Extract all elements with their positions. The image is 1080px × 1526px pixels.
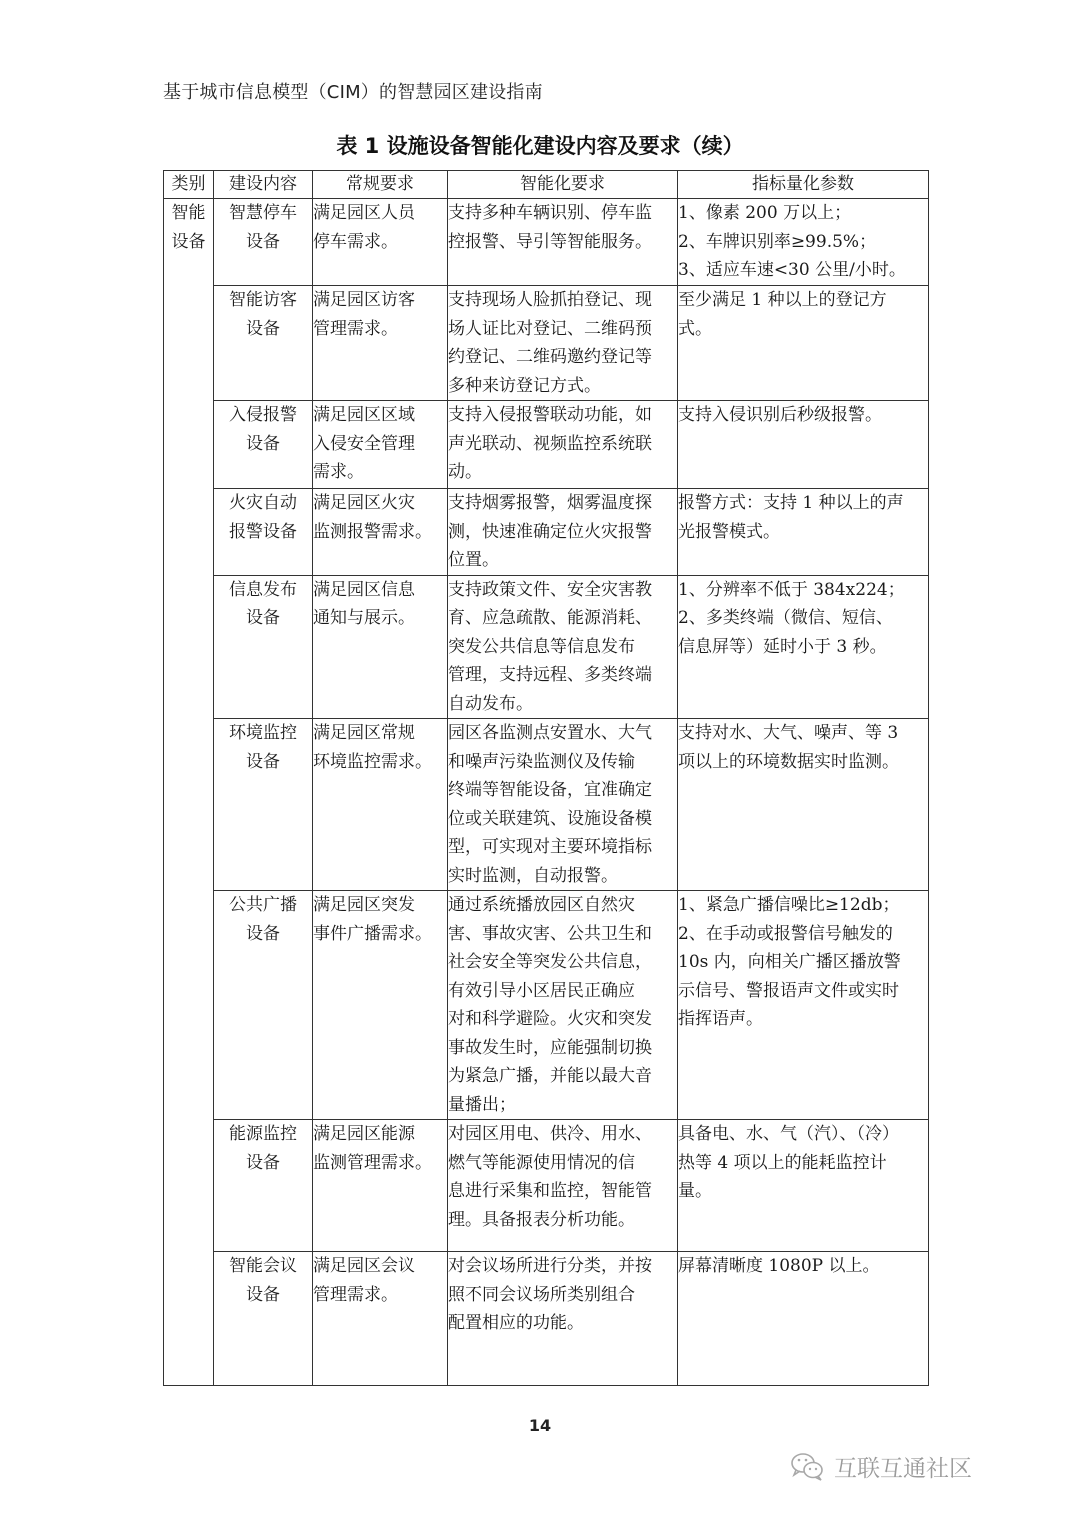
quantified-params-cell	[678, 719, 929, 891]
table-header-row	[164, 171, 929, 199]
cell-line: 信息发布	[229, 579, 297, 600]
table-title: 表 1 设施设备智能化建设内容及要求（续）	[336, 134, 744, 158]
cell-line: 动。	[448, 462, 482, 482]
regular-requirement-cell	[313, 199, 448, 286]
regular-requirement-cell	[313, 891, 448, 1120]
cell-line: 设备	[246, 923, 280, 944]
name-cell	[214, 891, 313, 1120]
cell-line: 1、紧急广播信噪比≥12db；	[678, 895, 900, 915]
smart-requirement-cell	[448, 199, 678, 286]
cell-line: 智能会议	[229, 1256, 297, 1276]
name-cell	[214, 401, 313, 489]
cell-line: 管理，支持远程、多类终端	[448, 665, 652, 685]
cell-line: 理。具备报表分析功能。	[448, 1209, 635, 1230]
cell-line: 量。	[678, 1181, 712, 1201]
cell-line: 光报警模式。	[678, 521, 780, 542]
smart-requirement-cell	[448, 891, 678, 1120]
cell-line: 能源监控	[229, 1124, 297, 1144]
table-body	[164, 199, 929, 1386]
cell-line: 具备电、水、气（汽）、（冷）	[678, 1124, 899, 1144]
cell-line: 2、车牌识别率≥99.5%；	[678, 231, 877, 252]
cell-line: 支持对水、大气、噪声、等 3	[678, 723, 899, 743]
cell-line: 智能	[171, 203, 206, 223]
regular-requirement-cell	[313, 575, 448, 719]
cell-line: 满足园区火灾	[313, 493, 415, 513]
cell-line: 报警方式：支持 1 种以上的声	[678, 493, 904, 513]
cell-line: 公共广播	[229, 895, 297, 915]
cell-line: 为紧急广播，并能以最大音	[448, 1066, 652, 1086]
table-row	[164, 199, 929, 286]
quantified-params-cell	[678, 401, 929, 489]
running-header: 基于城市信息模型（CIM）的智慧园区建设指南	[163, 82, 543, 103]
cell-line: 管理需求。	[313, 318, 398, 339]
cell-line: 监测管理需求。	[313, 1152, 432, 1173]
column-header-params: 指标量化参数	[678, 171, 929, 199]
cell-line: 监测报警需求。	[313, 521, 432, 542]
cell-line: 指挥语声。	[678, 1009, 763, 1029]
cell-line: 设备	[246, 1284, 280, 1305]
cell-line: 管理需求。	[313, 1284, 398, 1305]
cell-line: 支持多种车辆识别、停车监	[448, 203, 652, 223]
table-row	[164, 1120, 929, 1252]
cell-line: 位或关联建筑、设施设备模	[448, 808, 652, 829]
regular-requirement-cell	[313, 401, 448, 489]
cell-line: 设备	[246, 231, 280, 252]
cell-line: 满足园区信息	[313, 579, 415, 600]
regular-requirement-cell	[313, 1252, 448, 1386]
cell-line: 10s 内，向相关广播区播放警	[678, 952, 901, 972]
cell-line: 设备	[246, 751, 280, 772]
cell-line: 害、事故灾害、公共卫生和	[448, 923, 652, 944]
cell-line: 报警设备	[229, 521, 297, 542]
cell-line: 事故发生时，应能强制切换	[448, 1037, 652, 1058]
name-cell	[214, 719, 313, 891]
name-cell	[214, 1120, 313, 1252]
smart-requirement-cell	[448, 1252, 678, 1386]
cell-line: 入侵报警	[229, 405, 297, 425]
cell-line: 满足园区常规	[313, 723, 415, 743]
table-row	[164, 489, 929, 576]
cell-line: 智能访客	[229, 290, 297, 310]
regular-requirement-cell	[313, 286, 448, 401]
cell-line: 支持烟雾报警，烟雾温度探	[448, 493, 652, 513]
cell-line: 测，快速准确定位火灾报警	[448, 521, 652, 542]
cell-line: 支持入侵识别后秒级报警。	[678, 405, 882, 425]
cell-line: 支持政策文件、安全灾害教	[448, 579, 652, 600]
cell-line: 燃气等能源使用情况的信	[448, 1152, 635, 1173]
cell-line: 声光联动、视频监控系统联	[448, 433, 652, 454]
cell-line: 和噪声污染监测仪及传输	[448, 751, 635, 772]
cell-line: 需求。	[313, 462, 364, 482]
smart-requirement-cell	[448, 1120, 678, 1252]
regular-requirement-cell	[313, 719, 448, 891]
cell-line: 入侵安全管理	[313, 433, 415, 454]
requirements-table	[163, 170, 929, 1386]
quantified-params-cell	[678, 575, 929, 719]
name-cell	[214, 575, 313, 719]
cell-line: 对会议场所进行分类，并按	[448, 1256, 652, 1276]
cell-line: 终端等智能设备，宜准确定	[448, 780, 652, 800]
cell-line: 育、应急疏散、能源消耗、	[448, 608, 652, 628]
cell-line: 社会安全等突发公共信息，	[448, 952, 652, 972]
cell-line: 至少满足 1 种以上的登记方	[678, 290, 887, 310]
table-row	[164, 891, 929, 1120]
cell-line: 自动发布。	[448, 693, 533, 714]
table-row	[164, 575, 929, 719]
cell-line: 2、多类终端（微信、短信、	[678, 608, 893, 628]
smart-requirement-cell	[448, 575, 678, 719]
cell-line: 通过系统播放园区自然灾	[448, 895, 635, 915]
wechat-icon	[790, 1452, 826, 1482]
cell-line: 1、像素 200 万以上；	[678, 203, 852, 223]
watermark	[790, 1450, 972, 1483]
cell-line: 通知与展示。	[313, 608, 415, 628]
quantified-params-cell	[678, 1252, 929, 1386]
cell-line: 场人证比对登记、二维码预	[448, 318, 652, 339]
smart-requirement-cell	[448, 286, 678, 401]
cell-line: 环境监控	[229, 723, 297, 743]
category-cell	[164, 199, 214, 1386]
smart-requirement-cell	[448, 489, 678, 576]
cell-line: 3、适应车速<30 公里/小时。	[678, 260, 906, 280]
cell-line: 设备	[246, 433, 280, 454]
cell-line: 满足园区突发	[313, 895, 415, 915]
cell-line: 式。	[678, 318, 712, 339]
cell-line: 约登记、二维码邀约登记等	[448, 347, 652, 367]
cell-line: 事件广播需求。	[313, 923, 432, 944]
quantified-params-cell	[678, 286, 929, 401]
cell-line: 型，可实现对主要环境指标	[448, 837, 652, 857]
cell-line: 突发公共信息等信息发布	[448, 636, 635, 657]
cell-line: 智慧停车	[229, 203, 297, 223]
cell-line: 满足园区人员	[313, 203, 415, 223]
cell-line: 热等 4 项以上的能耗监控计	[678, 1152, 887, 1173]
cell-line: 项以上的环境数据实时监测。	[678, 751, 899, 772]
name-cell	[214, 286, 313, 401]
table-row	[164, 1252, 929, 1386]
cell-line: 满足园区会议	[313, 1256, 415, 1276]
smart-requirement-cell	[448, 401, 678, 489]
cell-line: 设备	[246, 318, 280, 339]
cell-line: 1、分辨率不低于 384x224；	[678, 579, 905, 600]
cell-line: 控报警、导引等智能服务。	[448, 231, 652, 252]
cell-line: 支持入侵报警联动功能，如	[448, 405, 652, 425]
column-header-regular: 常规要求	[313, 171, 448, 199]
table-row	[164, 401, 929, 489]
cell-line: 有效引导小区居民正确应	[448, 980, 635, 1001]
cell-line: 满足园区能源	[313, 1124, 415, 1144]
cell-line: 环境监控需求。	[313, 751, 432, 772]
cell-line: 2、在手动或报警信号触发的	[678, 923, 893, 944]
cell-line: 火灾自动	[229, 493, 297, 513]
quantified-params-cell	[678, 891, 929, 1120]
page-number: 14	[528, 1416, 552, 1435]
cell-line: 示信号、警报语声文件或实时	[678, 980, 899, 1001]
cell-line: 屏幕清晰度 1080P 以上。	[678, 1256, 880, 1276]
cell-line: 支持现场人脸抓拍登记、现	[448, 290, 652, 310]
column-header-content: 建设内容	[214, 171, 313, 199]
cell-line: 信息屏等）延时小于 3 秒。	[678, 636, 887, 657]
quantified-params-cell	[678, 1120, 929, 1252]
cell-line: 位置。	[448, 550, 499, 570]
cell-line: 停车需求。	[313, 231, 398, 252]
cell-line: 照不同会议场所类别组合	[448, 1284, 635, 1305]
table-row	[164, 719, 929, 891]
cell-line: 息进行采集和监控，智能管	[448, 1181, 652, 1201]
cell-line: 设备	[171, 231, 206, 252]
cell-line: 实时监测，自动报警。	[448, 865, 618, 886]
cell-line: 配置相应的功能。	[448, 1313, 584, 1333]
cell-line: 设备	[246, 1152, 280, 1173]
cell-line: 量播出；	[448, 1094, 516, 1115]
cell-line: 设备	[246, 608, 280, 628]
regular-requirement-cell	[313, 1120, 448, 1252]
regular-requirement-cell	[313, 489, 448, 576]
name-cell	[214, 199, 313, 286]
watermark-text: 互联互通社区	[834, 1456, 972, 1482]
cell-line: 满足园区访客	[313, 290, 415, 310]
table-row	[164, 286, 929, 401]
quantified-params-cell	[678, 489, 929, 576]
name-cell	[214, 1252, 313, 1386]
cell-line: 园区各监测点安置水、大气	[448, 723, 652, 743]
cell-line: 满足园区区域	[313, 405, 415, 425]
column-header-category: 类别	[164, 171, 214, 199]
cell-line: 多种来访登记方式。	[448, 375, 601, 396]
quantified-params-cell	[678, 199, 929, 286]
smart-requirement-cell	[448, 719, 678, 891]
column-header-smart: 智能化要求	[448, 171, 678, 199]
name-cell	[214, 489, 313, 576]
cell-line: 对园区用电、供冷、用水、	[448, 1124, 652, 1144]
cell-line: 对和科学避险。火灾和突发	[448, 1009, 652, 1029]
